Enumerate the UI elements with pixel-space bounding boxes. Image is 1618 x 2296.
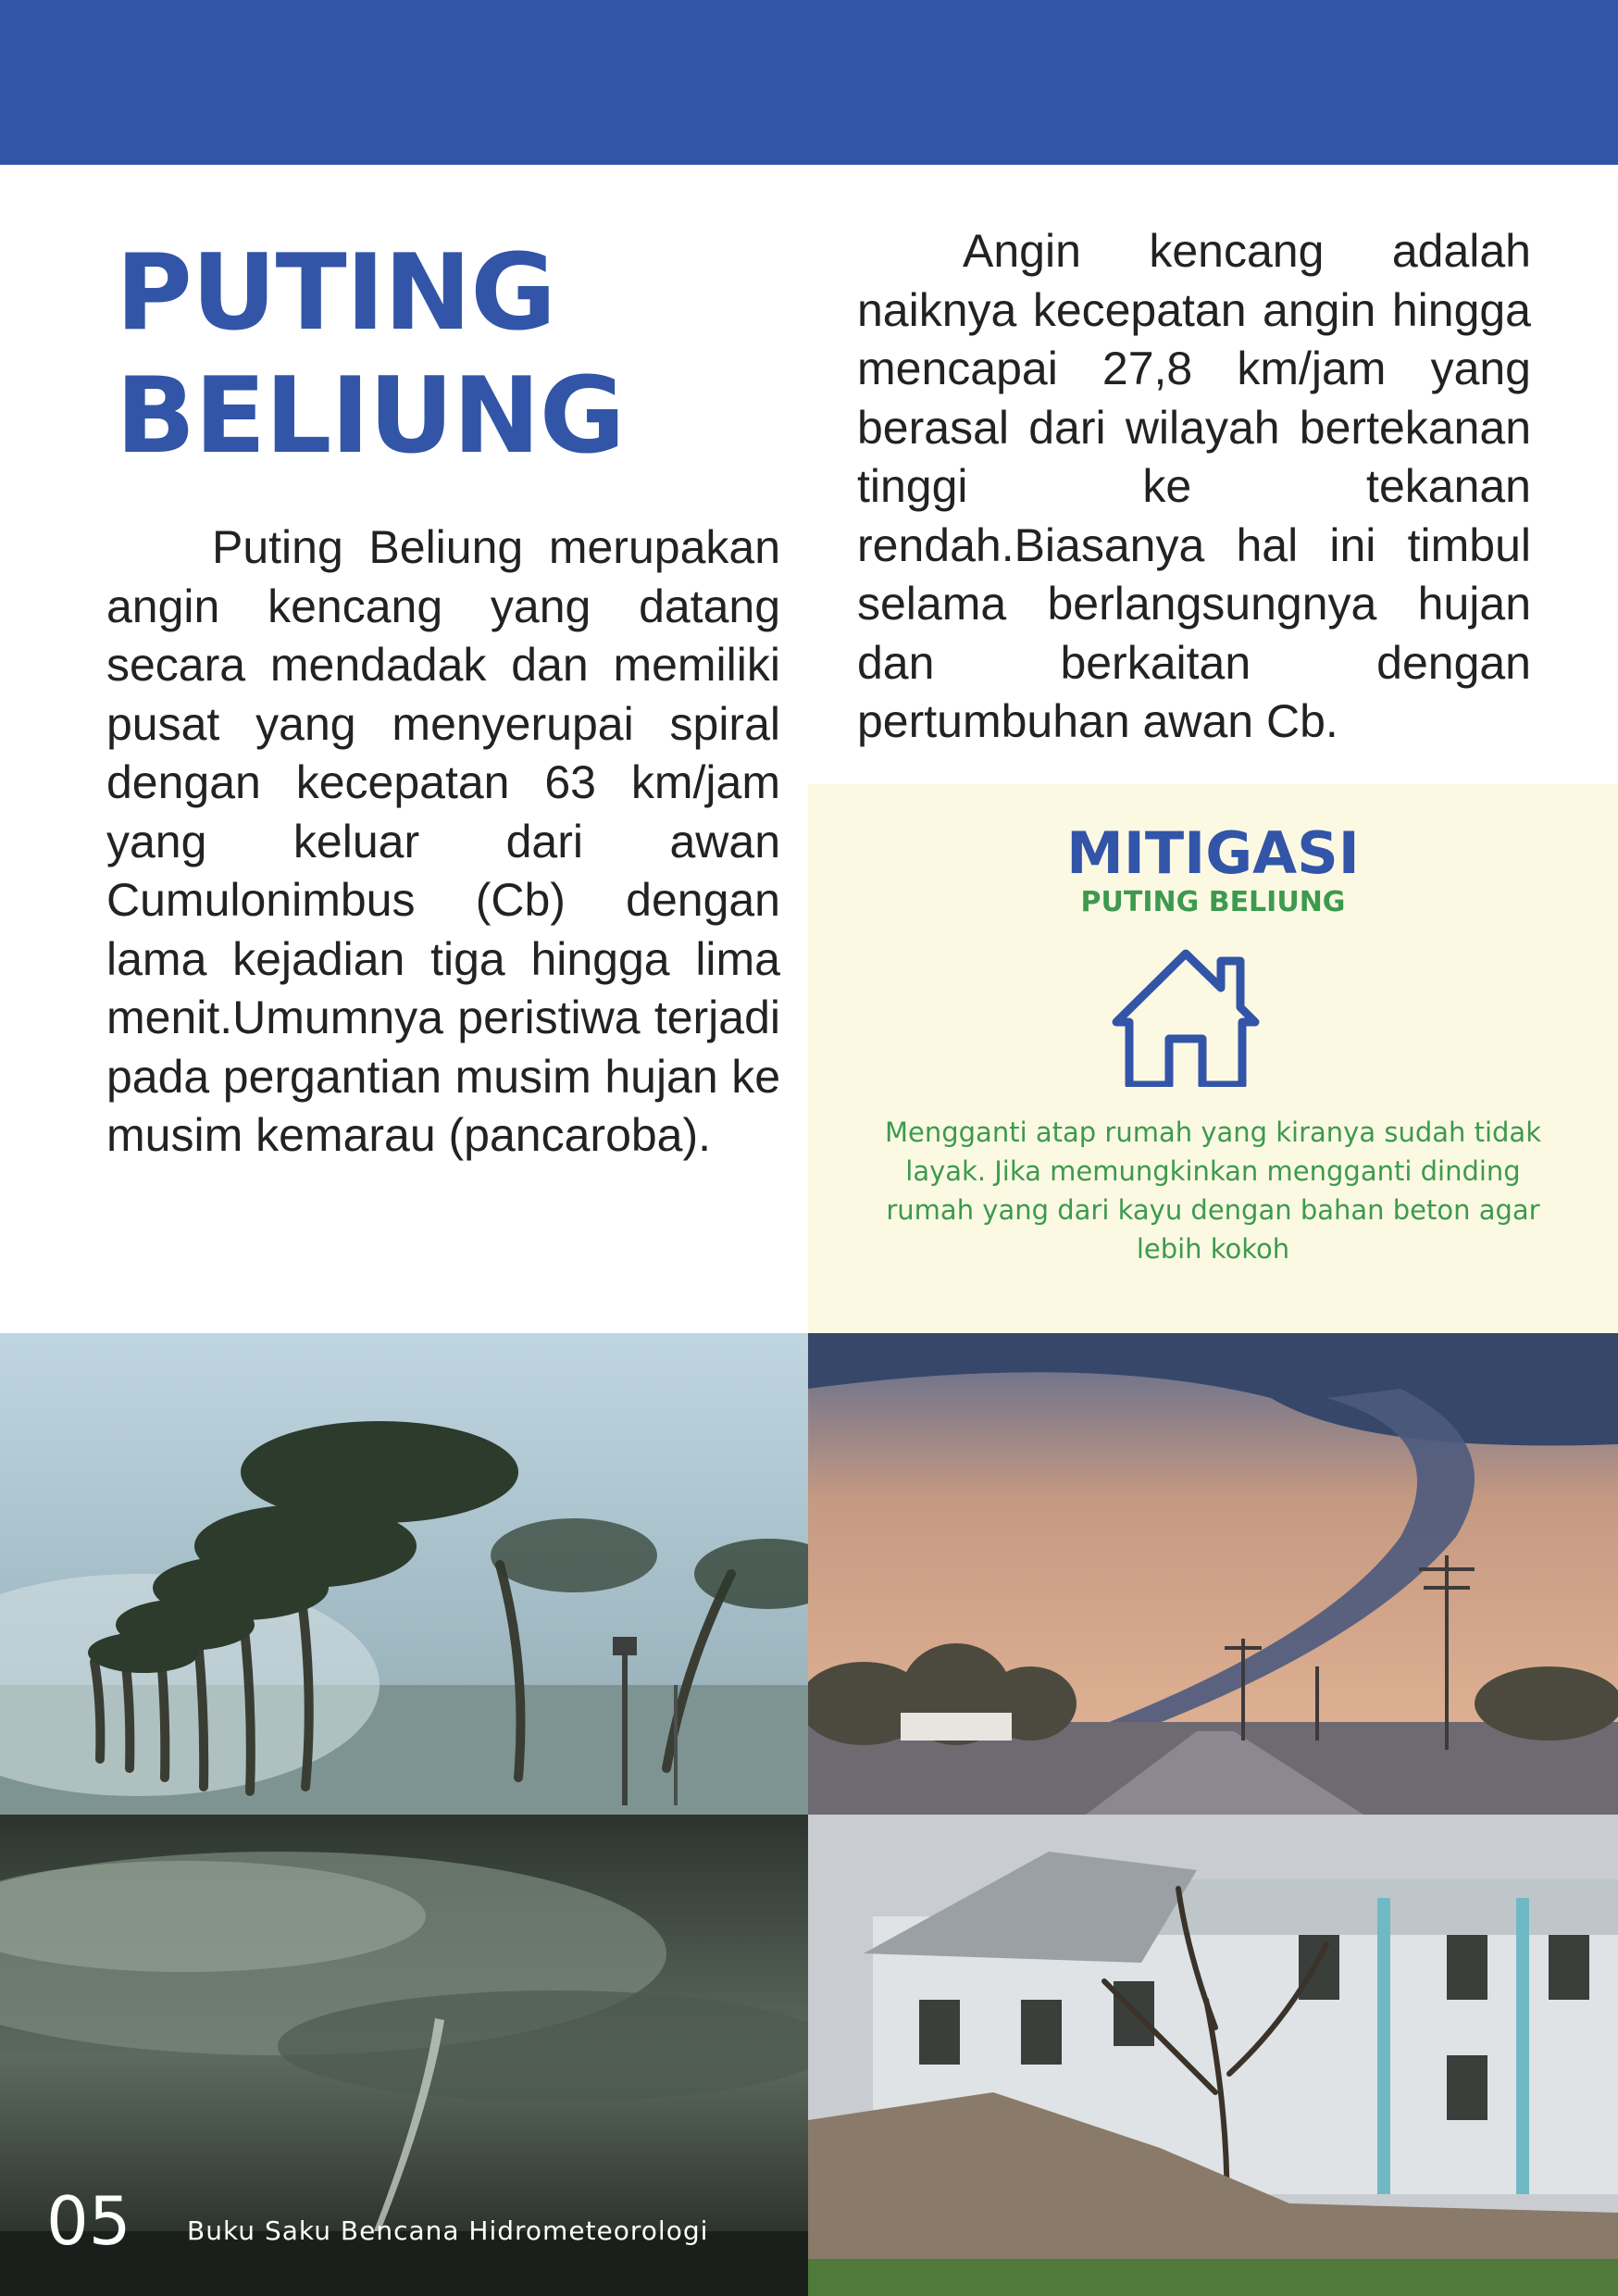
mitigation-box [808, 784, 1618, 1333]
definition-paragraph: Angin kencang adalah naiknya kecepatan angin hingga mencapai 27,8 km/jam yang berasal dari wilayah bertekanan tinggi ke tekanan rendah.Biasanya hal ini timbul selama berlangsungnya hujan dan berkaitan dengan pertumbuhan awan Cb. [857, 225, 1531, 747]
mitigation-subtitle: PUTING BELIUNG [1080, 886, 1346, 918]
header-bar [0, 0, 1618, 165]
page-title [116, 231, 819, 478]
palm-trees-storm-photo [0, 1333, 808, 1815]
house-icon [1111, 946, 1261, 1087]
damaged-building-photo [808, 1815, 1618, 2296]
intro-paragraph: Puting Beliung merupakan angin kencang yang datang secara mendadak dan memiliki pusat yang menyerupai spiral dengan kecepatan 63 km/jam yang keluar dari awan Cumulonimbus (Cb) dengan lama kejadian tiga hingga lima menit.Umumnya peristiwa terjadi pada pergantian musim hujan ke musim kemarau (pancaroba). [106, 521, 780, 1161]
page-title-line-1: PUTING [116, 231, 556, 354]
page-title-line-2: BELIUNG [116, 355, 625, 477]
tornado-illustration-photo [808, 1333, 1618, 1815]
mitigation-text: Mengganti atap rumah yang kiranya sudah tidak layak. Jika memungkinkan mengganti dinding rumah yang dari kayu dengan bahan beton agar lebih kokoh [885, 1117, 1541, 1265]
mitigation-title: MITIGASI [1066, 819, 1360, 887]
page-number: 05 [46, 2182, 131, 2260]
book-title: Buku Saku Bencana Hidrometeorologi [187, 2215, 709, 2246]
